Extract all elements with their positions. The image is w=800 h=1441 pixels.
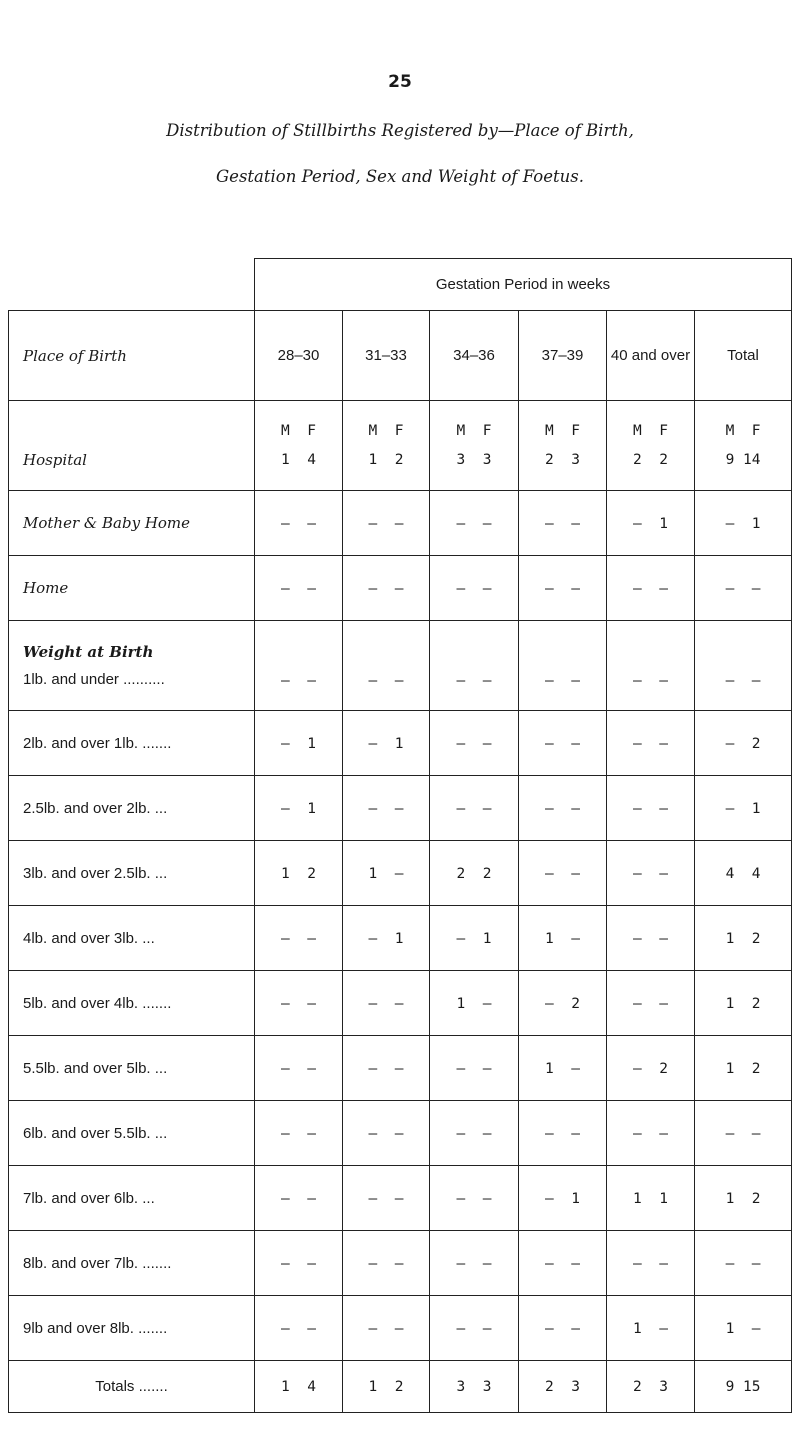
row-label: Weight at Birth 1lb. and under .......... [9,621,255,711]
table-cell: 1 – [695,1296,792,1361]
sex-label: M F [456,422,492,439]
cell-value: 2 3 [545,451,580,468]
table-cell: – 2 [519,971,607,1036]
table-cell: – – [519,491,607,556]
table-row [9,841,792,906]
table-cell: – 1 [255,711,343,776]
column-header: 34–36 [430,311,519,401]
table-cell: – – [255,621,343,711]
table-row [9,1166,792,1231]
table-cell: – – [430,1101,519,1166]
group-header-row [9,259,792,311]
row-label: 5.5lb. and over 5lb. ... [9,1036,255,1101]
table-cell: – – [255,1101,343,1166]
column-header: 37–39 [519,311,607,401]
table-cell [255,401,343,491]
table-cell: – 1 [343,711,430,776]
row-label: Home [9,556,255,621]
table-cell: – – [430,556,519,621]
table-row [9,1101,792,1166]
blank-corner [9,259,255,311]
totals-cell: 9 15 [695,1361,792,1413]
table-cell: – – [430,776,519,841]
cell-value: 1 4 [281,451,316,468]
table-cell: – – [255,906,343,971]
row-label: 2lb. and over 1lb. ....... [9,711,255,776]
table-cell: – – [343,971,430,1036]
table-row [9,1231,792,1296]
cell-value: 3 3 [456,451,492,468]
table-cell: – – [519,776,607,841]
table-title-line-1: Distribution of Stillbirths Registered by—Place of Birth, [166,121,634,140]
stillbirths-table [8,258,792,1413]
table-cell: – – [695,1101,792,1166]
table-cell: – – [255,1296,343,1361]
weight-at-birth-header: Weight at Birth [23,643,154,661]
table-cell: 1 – [519,1036,607,1101]
row-label: 2.5lb. and over 2lb. ... [9,776,255,841]
table-cell: – – [519,1101,607,1166]
totals-cell: 1 2 [343,1361,430,1413]
table-cell: – 1 [607,491,695,556]
column-header: 31–33 [343,311,430,401]
table-row [9,776,792,841]
table-cell: – 1 [695,491,792,556]
totals-cell: 2 3 [519,1361,607,1413]
table-cell: – – [343,491,430,556]
table-cell: 4 4 [695,841,792,906]
sex-label: M F [368,422,404,439]
table-cell: – – [519,711,607,776]
table-cell: – – [430,1166,519,1231]
table-cell: 1 – [343,841,430,906]
table-cell: – – [343,1101,430,1166]
cell-value: 9 14 [725,451,761,468]
table-cell: – – [343,776,430,841]
table-row [9,906,792,971]
sex-label: M F [633,422,668,439]
row-label: 7lb. and over 6lb. ... [9,1166,255,1231]
table-cell: – – [607,621,695,711]
cell-value: 2 2 [633,451,668,468]
table-cell: – – [343,1036,430,1101]
table-cell: – – [255,1166,343,1231]
gestation-group-header: Gestation Period in weeks [255,259,792,311]
table-cell: – – [255,491,343,556]
table-cell: – – [695,556,792,621]
table-cell: 1 – [430,971,519,1036]
sex-label: M F [545,422,580,439]
totals-cell: 2 3 [607,1361,695,1413]
table-row [9,1036,792,1101]
table-cell: – – [519,621,607,711]
table-cell: – – [255,556,343,621]
table-cell [343,401,430,491]
table-cell: – – [343,556,430,621]
row-label: 9lb and over 8lb. ....... [9,1296,255,1361]
table-cell: – – [607,1101,695,1166]
table-cell [695,401,792,491]
table-cell: – – [607,971,695,1036]
row-label: Mother & Baby Home [9,491,255,556]
table-cell: – – [519,1296,607,1361]
table-cell: – 1 [255,776,343,841]
table-cell: – – [607,906,695,971]
table-cell: – – [519,1231,607,1296]
table-cell: – – [607,841,695,906]
table-cell: – – [519,841,607,906]
totals-label: Totals ....... [9,1361,255,1413]
table-cell: 1 2 [695,1036,792,1101]
table-row [9,1296,792,1361]
totals-row [9,1361,792,1413]
table-cell: 2 2 [430,841,519,906]
table-cell [519,401,607,491]
sex-label: M F [281,422,316,439]
column-header: 40 and over [607,311,695,401]
table-title-line-2: Gestation Period, Sex and Weight of Foetus. [216,167,584,186]
table-cell [430,401,519,491]
table-cell: – – [255,971,343,1036]
table-cell [607,401,695,491]
table-cell: – – [430,1296,519,1361]
table-cell: – – [607,776,695,841]
column-header: Total [695,311,792,401]
table-row [9,621,792,711]
table-cell: – – [607,711,695,776]
table-cell: 1 1 [607,1166,695,1231]
table-cell: 1 2 [255,841,343,906]
table-cell: – – [430,711,519,776]
row-label: 6lb. and over 5.5lb. ... [9,1101,255,1166]
table-cell: – – [607,556,695,621]
table-cell: – 2 [695,711,792,776]
table-row [9,401,792,491]
table-cell: 1 2 [695,906,792,971]
table-cell: – 1 [430,906,519,971]
table-cell: – – [255,1231,343,1296]
totals-cell: 1 4 [255,1361,343,1413]
row-label: Hospital [9,401,255,491]
table-cell: – – [607,1231,695,1296]
table-cell: – – [430,491,519,556]
column-header-row [9,311,792,401]
totals-cell: 3 3 [430,1361,519,1413]
row-label: 4lb. and over 3lb. ... [9,906,255,971]
table-cell: – – [343,1166,430,1231]
place-of-birth-header: Place of Birth [9,311,255,401]
table-cell: 1 – [607,1296,695,1361]
table-cell: – 1 [343,906,430,971]
table-cell: – – [343,1231,430,1296]
table-cell: – – [695,1231,792,1296]
sex-label: M F [725,422,761,439]
table-cell: 1 2 [695,971,792,1036]
table-cell: – 2 [607,1036,695,1101]
table-cell: – – [430,1036,519,1101]
table-cell: – 1 [695,776,792,841]
cell-value: 1 2 [368,451,404,468]
table-cell: – 1 [519,1166,607,1231]
row-label: 3lb. and over 2.5lb. ... [9,841,255,906]
table-cell: – – [695,621,792,711]
table-cell: 1 – [519,906,607,971]
table-row [9,556,792,621]
table-cell: – – [519,556,607,621]
column-header: 28–30 [255,311,343,401]
table-row [9,971,792,1036]
table-cell: – – [255,1036,343,1101]
row-label: 5lb. and over 4lb. ....... [9,971,255,1036]
table-row [9,711,792,776]
table-cell: – – [343,1296,430,1361]
table-cell: 1 2 [695,1166,792,1231]
page-number: 25 [388,72,412,92]
table-cell: – – [430,1231,519,1296]
table-cell: – – [430,621,519,711]
row-label: 8lb. and over 7lb. ....... [9,1231,255,1296]
table-cell: – – [343,621,430,711]
table-row [9,491,792,556]
